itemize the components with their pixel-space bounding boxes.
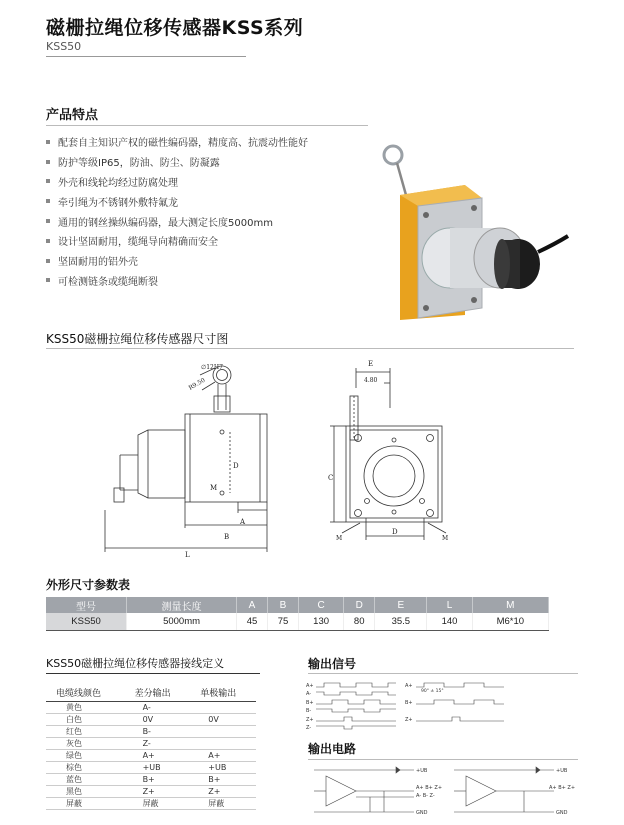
table-row: 绿色 A+ A+: [46, 749, 256, 761]
table-row: 红色 B-: [46, 725, 256, 737]
signal-label: Z-: [306, 725, 312, 731]
bullet-icon: [46, 160, 50, 164]
feature-item: 设计坚固耐用，缆绳导向精确而安全: [46, 231, 308, 251]
wiring-divider: [46, 673, 260, 674]
b-dim-label: B: [224, 533, 230, 541]
table-row: 棕色 +UB +UB: [46, 761, 256, 773]
output-circuit-title: 输出电路: [308, 742, 357, 756]
front-m-left-label: M: [336, 535, 343, 542]
m-dim-label: M: [210, 484, 218, 492]
bullet-icon: [46, 278, 50, 282]
circuit-label: +UB: [416, 768, 428, 774]
table-row: 灰色 Z-: [46, 737, 256, 749]
signal-label: B+: [405, 700, 413, 706]
l-dim-label: L: [185, 551, 190, 559]
wiring-title: KSS50磁栅拉绳位移传感器接线定义: [46, 657, 225, 670]
output-signal-divider: [308, 673, 578, 674]
circuit-label: GND: [416, 810, 428, 816]
feature-item: 牵引绳为不锈钢外敷特氟龙: [46, 191, 308, 211]
front-m-right-label: M: [442, 535, 449, 542]
page-title: 磁栅拉绳位移传感器KSS系列: [46, 17, 304, 39]
signal-label: A-: [306, 691, 312, 697]
output-circuit-diagram: [304, 764, 604, 822]
drawing-title: KSS50磁栅拉绳位移传感器尺寸图: [46, 332, 229, 346]
front-d-label: D: [392, 528, 398, 536]
features-list: [46, 132, 308, 290]
circuit-label: +UB: [556, 768, 568, 774]
output-signal-diagram: [304, 678, 594, 738]
bullet-icon: [46, 140, 50, 144]
feature-item: 防护等级IP65，防油、防尘、防凝露: [46, 152, 308, 172]
model-subtitle: KSS50: [46, 40, 82, 53]
dim-480-label: 4.80: [364, 377, 378, 384]
circuit-label: A+ B+ Z+: [416, 785, 443, 791]
table-row: 黑色 Z+ Z+: [46, 786, 256, 798]
wiring-table: [46, 684, 256, 810]
feature-item: 外壳和线轮均经过防腐处理: [46, 172, 308, 192]
signal-label: B+: [306, 700, 314, 706]
title-divider: [46, 56, 246, 57]
amplifier-icon: [326, 776, 356, 806]
phase-label: 90° ± 15°: [421, 689, 444, 694]
bullet-icon: [46, 219, 50, 223]
feature-item: 通用的钢丝操纵编码器，最大测定长度5000mm: [46, 211, 308, 231]
bullet-icon: [46, 239, 50, 243]
bullet-icon: [46, 179, 50, 183]
bullet-icon: [46, 259, 50, 263]
ring-dim-label: ∅12H7: [201, 364, 223, 371]
c-dim-label: C: [328, 474, 334, 482]
signal-label: A+: [405, 683, 413, 689]
bullet-icon: [46, 199, 50, 203]
product-photo: [370, 140, 570, 330]
features-title: 产品特点: [46, 108, 99, 123]
radius-dim-label: R9.50: [187, 376, 207, 392]
table-header-row: 型号 测量长度 A B C D E L M: [46, 597, 549, 613]
circuit-label: A+ B+ Z+: [549, 785, 576, 791]
table-row: 蓝色 B+ B+: [46, 774, 256, 786]
param-table-title: 外形尺寸参数表: [46, 578, 131, 592]
features-divider: [46, 125, 368, 126]
output-signal-title: 输出信号: [308, 657, 357, 671]
feature-item: 配套自主知识产权的磁性编码器，精度高、抗震动性能好: [46, 132, 308, 152]
signal-label: Z+: [306, 717, 314, 723]
e-dim-label: E: [368, 360, 374, 368]
d-dim-label: D: [233, 462, 239, 470]
circuit-label: GND: [556, 810, 568, 816]
table-row: 白色 0V 0V: [46, 713, 256, 725]
table-row: 黄色 A-: [46, 701, 256, 713]
feature-item: 坚固耐用的铝外壳: [46, 251, 308, 271]
feature-item: 可检测链条或缆绳断裂: [46, 271, 308, 291]
a-dim-label: A: [240, 518, 246, 526]
front-view-drawing: [320, 358, 460, 544]
table-header-row: 电缆线颜色 差分输出 单极输出: [46, 684, 256, 701]
signal-label: Z+: [405, 717, 413, 723]
param-table: [46, 597, 549, 631]
side-view-drawing: [90, 360, 290, 560]
amplifier-icon: [466, 776, 496, 806]
circuit-label: A- B- Z-: [416, 793, 435, 799]
drawing-divider: [46, 348, 574, 349]
signal-label: B-: [306, 708, 312, 714]
signal-label: A+: [306, 683, 314, 689]
output-circuit-divider: [308, 759, 578, 760]
table-row: KSS50 5000mm 45 75 130 80 35.5 140 M6*10: [46, 613, 549, 630]
pull-ring-icon: [384, 146, 402, 164]
table-row: 屏蔽 屏蔽 屏蔽: [46, 798, 256, 810]
